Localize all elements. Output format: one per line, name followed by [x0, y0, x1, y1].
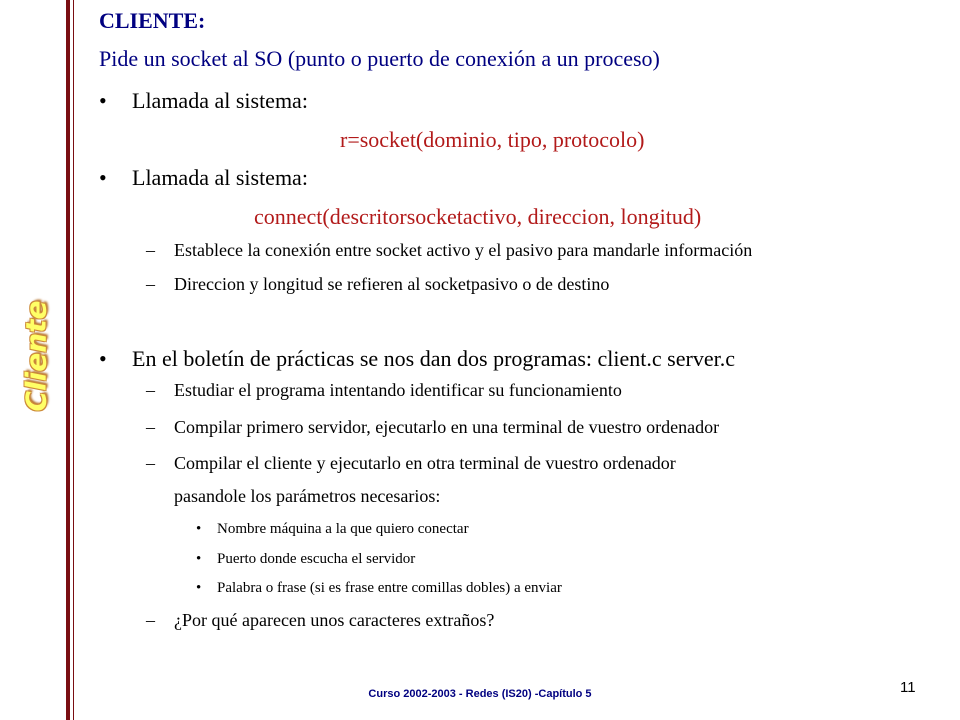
bullet-label: Llamada al sistema:	[132, 88, 308, 113]
param-text: Nombre máquina a la que quiero conectar	[217, 521, 469, 537]
question-text: ¿Por qué aparecen unos caracteres extraños?	[174, 610, 495, 630]
bullet-dot: •	[99, 165, 107, 190]
dash-mark: –	[146, 274, 155, 294]
note-text: Direccion y longitud se refieren al socketpasivo o de destino	[174, 274, 610, 294]
connect-code: connect(descritorsocketactivo, direccion, longitud)	[254, 204, 702, 229]
step-text: pasandole los parámetros necesarios:	[174, 486, 441, 506]
param-text: Palabra o frase (si es frase entre comillas dobles) a enviar	[217, 580, 562, 596]
left-rule-thick	[66, 0, 70, 720]
intro-text: Pide un socket al SO (punto o puerto de conexión a un proceso)	[99, 46, 660, 71]
step-text: Estudiar el programa intentando identificar su funcionamiento	[174, 380, 622, 400]
param-text: Puerto donde escucha el servidor	[217, 551, 416, 567]
step-text: Compilar primero servidor, ejecutarlo en una terminal de vuestro ordenador	[174, 417, 720, 437]
dash-mark: –	[146, 453, 155, 473]
dash-mark: –	[146, 610, 155, 630]
page-number: 11	[900, 679, 916, 696]
note-text: Establece la conexión entre socket activo y el pasivo para mandarle información	[174, 240, 753, 260]
footer-course: Curso 2002-2003 - Redes (IS20) -Capítulo 5	[368, 688, 592, 700]
dash-mark: –	[146, 417, 155, 437]
dash-mark: –	[146, 380, 155, 400]
sub-bullet-dot: •	[196, 521, 202, 537]
bullet-label: Llamada al sistema:	[132, 165, 308, 190]
left-rule-thin	[73, 0, 74, 720]
bullet-dot: •	[99, 346, 107, 371]
step-text: Compilar el cliente y ejecutarlo en otra terminal de vuestro ordenador	[174, 453, 676, 473]
bullet-dot: •	[99, 88, 107, 113]
slide-heading: CLIENTE:	[99, 8, 206, 33]
sub-bullet-dot: •	[196, 580, 202, 596]
practice-text: En el boletín de prácticas se nos dan dos programas: client.c server.c	[132, 346, 735, 371]
socket-code: r=socket(dominio, tipo, protocolo)	[340, 127, 645, 152]
dash-mark: –	[146, 240, 155, 260]
sub-bullet-dot: •	[196, 551, 202, 567]
side-title: Cliente	[19, 300, 53, 412]
